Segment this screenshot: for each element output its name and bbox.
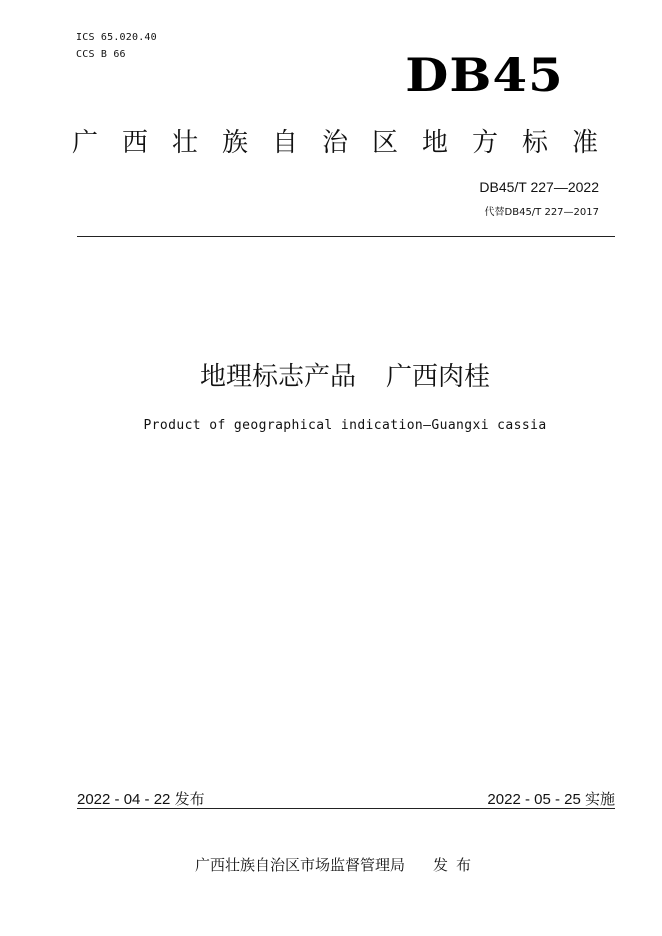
bottom-divider — [77, 808, 615, 809]
implementation-date: 2022 - 05 - 25 实施 — [487, 791, 615, 808]
title-part-product: 地理标志产品 — [199, 362, 356, 392]
issuer-name: 广西壮族自治区市场监督管理局 — [195, 856, 406, 874]
issuer-action: 发布 — [433, 856, 480, 874]
ics-code: ICS 65.020.40 — [76, 32, 157, 43]
document-title-chinese — [0, 360, 662, 394]
replaced-standard-number: 代替DB45/T 227—2017 — [484, 207, 599, 218]
standard-category-title: 广西壮族自治区地方标准 — [72, 128, 623, 158]
issuing-authority — [195, 854, 479, 875]
issue-date: 2022 - 04 - 22 发布 — [77, 791, 205, 808]
db45-logo: DB45 — [405, 48, 564, 102]
top-divider — [77, 236, 615, 237]
ccs-code: CCS B 66 — [76, 49, 126, 60]
document-title-english: Product of geographical indication—Guangxi cassia — [143, 418, 547, 433]
standard-number: DB45/T 227—2022 — [479, 179, 599, 195]
title-part-name: 广西肉桂 — [386, 362, 491, 392]
